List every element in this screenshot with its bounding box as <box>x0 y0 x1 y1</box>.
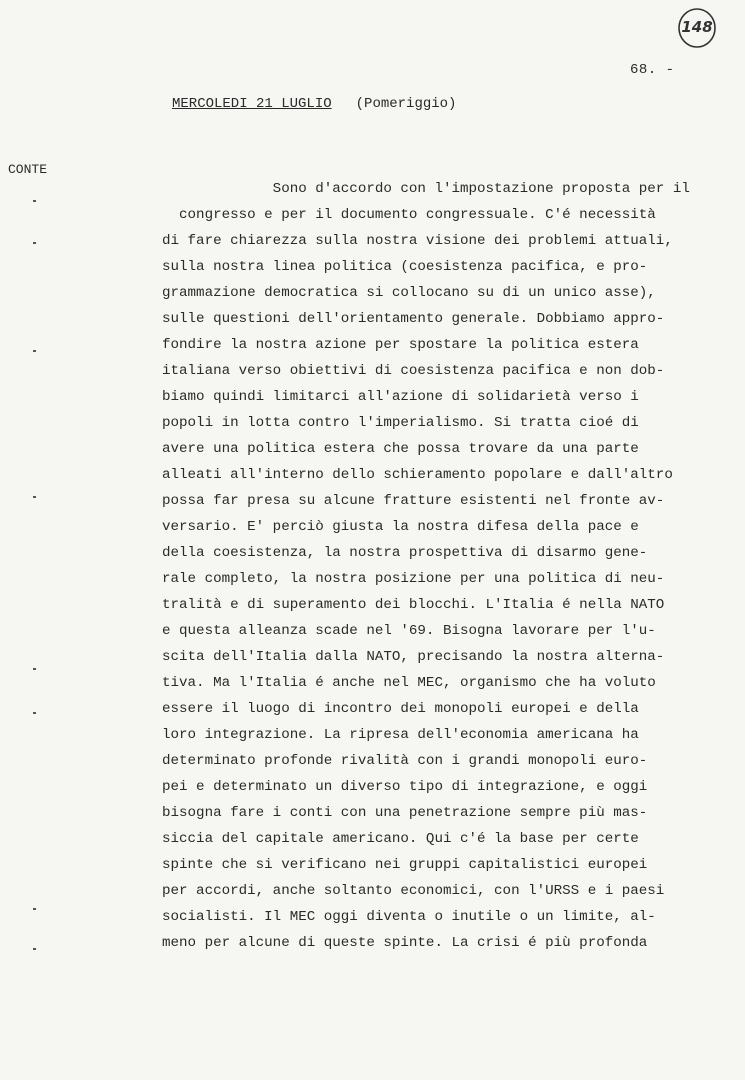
text-line: e questa alleanza scade nel '69. Bisogna lavorare per l'u- <box>162 623 656 639</box>
text-line: Sono d'accordo con l'impostazione proposta per il <box>162 181 690 197</box>
stamp-number: 148 <box>681 18 713 36</box>
text-line: possa far presa su alcune fratture esistenti nel fronte av- <box>162 493 665 509</box>
text-line: di fare chiarezza sulla nostra visione dei problemi attuali, <box>162 233 673 249</box>
page-number: 68. - <box>630 62 675 78</box>
text-line: della coesistenza, la nostra prospettiva di disarmo gene- <box>162 545 648 561</box>
text-line: pei e determinato un diverso tipo di integrazione, e oggi <box>162 779 648 795</box>
text-line: grammazione democratica si collocano su di un unico asse), <box>162 285 656 301</box>
speech-text <box>162 176 702 956</box>
text-line: scita dell'Italia dalla NATO, precisando la nostra alterna- <box>162 649 665 665</box>
margin-mark <box>33 908 36 910</box>
text-line: popoli in lotta contro l'imperialismo. Si tratta cioé di <box>162 415 639 431</box>
text-line: socialisti. Il MEC oggi diventa o inutile o un limite, al- <box>162 909 656 925</box>
text-line: per accordi, anche soltanto economici, con l'URSS e i paesi <box>162 883 665 899</box>
text-line: sulle questioni dell'orientamento generale. Dobbiamo appro- <box>162 311 665 327</box>
text-line: biamo quindi limitarci all'azione di solidarietà verso i <box>162 389 639 405</box>
session-period: (Pomeriggio) <box>355 96 457 112</box>
text-line: tiva. Ma l'Italia é anche nel MEC, organismo che ha voluto <box>162 675 656 691</box>
text-line: loro integrazione. La ripresa dell'economia americana ha <box>162 727 639 743</box>
text-line: essere il luogo di incontro dei monopoli europei e della <box>162 701 639 717</box>
margin-mark <box>33 668 36 670</box>
text-line: italiana verso obiettivi di coesistenza pacifica e non dob- <box>162 363 665 379</box>
session-header <box>172 96 456 112</box>
text-line: sulla nostra linea politica (coesistenza pacifica, e pro- <box>162 259 648 275</box>
text-line: avere una politica estera che possa trovare da una parte <box>162 441 639 457</box>
session-date: MERCOLEDI 21 LUGLIO <box>172 96 332 112</box>
text-line: meno per alcune di queste spinte. La crisi é più profonda <box>162 935 648 951</box>
text-line: alleati all'interno dello schieramento popolare e dall'altro <box>162 467 673 483</box>
text-line: congresso e per il documento congressuale. C'é necessità <box>162 207 656 223</box>
margin-mark <box>33 948 36 950</box>
margin-mark <box>33 350 36 352</box>
text-line: siccia del capitale americano. Qui c'é la base per certe <box>162 831 639 847</box>
speaker-name: CONTE <box>8 162 48 177</box>
margin-mark <box>33 200 36 202</box>
margin-mark <box>33 496 36 498</box>
text-line: fondire la nostra azione per spostare la politica estera <box>162 337 639 353</box>
text-line: bisogna fare i conti con una penetrazione sempre più mas- <box>162 805 648 821</box>
text-line: spinte che si verificano nei gruppi capitalistici europei <box>162 857 648 873</box>
margin-mark <box>33 242 36 244</box>
text-line: tralità e di superamento dei blocchi. L'Italia é nella NATO <box>162 597 665 613</box>
text-line: rale completo, la nostra posizione per una politica di neu- <box>162 571 665 587</box>
text-line: determinato profonde rivalità con i grandi monopoli euro- <box>162 753 648 769</box>
margin-mark <box>33 712 36 714</box>
text-line: versario. E' perciò giusta la nostra difesa della pace e <box>162 519 639 535</box>
page-stamp <box>676 6 718 50</box>
